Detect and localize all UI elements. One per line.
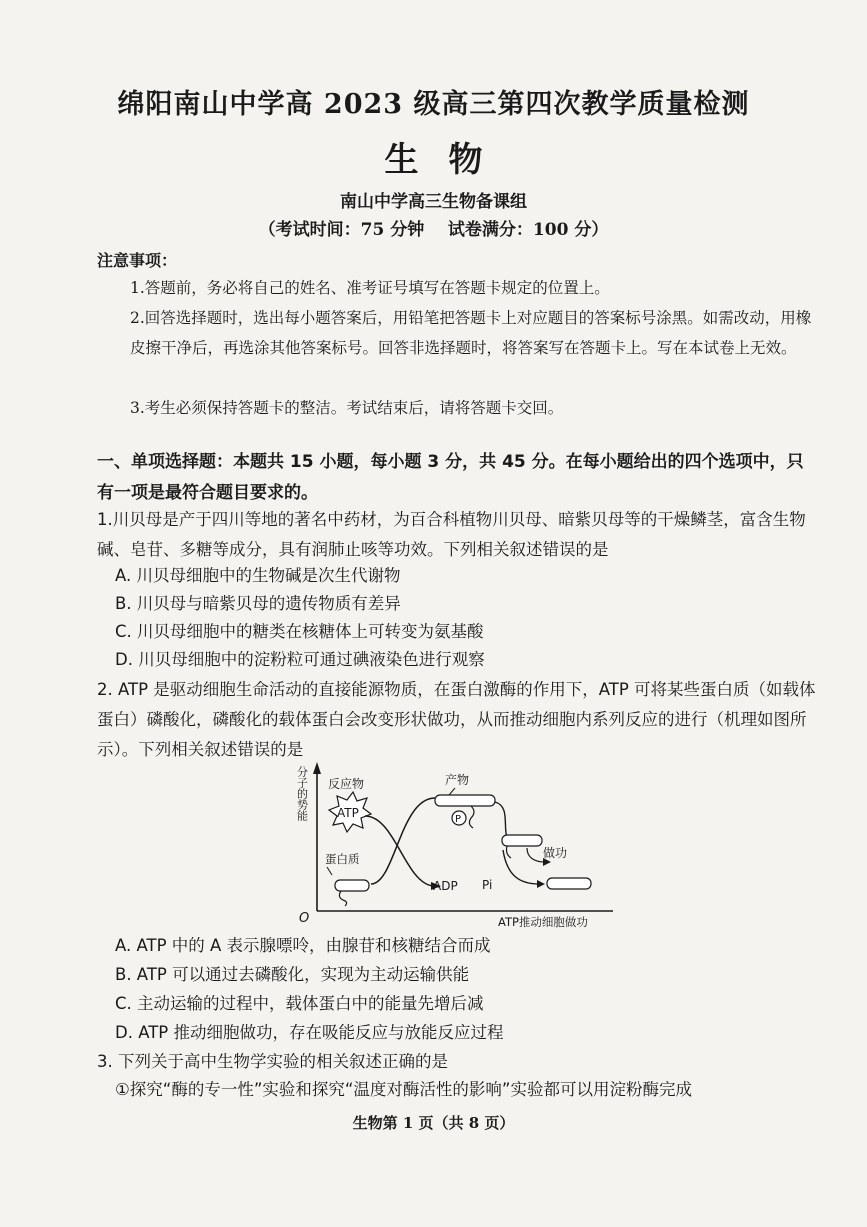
notice-item: 1.答题前，务必将自己的姓名、准考证号填写在答题卡规定的位置上。	[130, 279, 610, 297]
notice-item: 2.回答选择题时，选出每小题答案后，用铅笔把答题卡上对应题目的答案标号涂黑。如需改动，用橡皮擦干净后，再选涂其他答案标号。回答非选择题时，将答案写在答题卡上。写在本试卷上无效。	[130, 309, 812, 357]
notice-item: 3.考生必须保持答题卡的整洁。考试结束后，请将答题卡交回。	[130, 399, 564, 417]
carrier-protein-cylinder	[335, 880, 369, 891]
option-c: C. 川贝母细胞中的糖类在核糖体上可转变为氨基酸	[115, 622, 484, 641]
product-pointer	[449, 788, 455, 795]
statement-1: ①探究“酶的专一性”实验和探究“温度对酶活性的影响”实验都可以用淀粉酶完成	[115, 1080, 692, 1099]
section-heading: 一、单项选择题：本题共 15 小题，每小题 3 分，共 45 分。在每小题给出的四个选项中，只有一项是最符合题目要求的。	[97, 452, 804, 503]
question-stem: 1.川贝母是产于四川等地的著名中药材，为百合科植物川贝母、暗紫贝母等的干燥鳞茎，富含生物碱、皂苷、多糖等成分，具有润肺止咳等功效。下列相关叙述错误的是	[97, 510, 806, 559]
subject-title: 生物	[384, 140, 513, 180]
protein-label: 蛋白质	[325, 852, 360, 866]
curve-up	[371, 798, 435, 884]
phosphorylated-protein-cylinder	[435, 795, 495, 806]
protein-pointer	[327, 867, 332, 875]
phosphate-label: P	[455, 814, 462, 825]
x-axis-label: ATP推动细胞做功	[498, 915, 588, 929]
curve-to-work	[495, 802, 507, 838]
final-arrow-head	[537, 880, 545, 888]
exam-info: （考试时间：75 分钟 试卷满分：100 分）	[258, 220, 609, 240]
option-b: B. ATP 可以通过去磷酸化，实现为主动运输供能	[115, 965, 470, 984]
curve-down	[365, 816, 433, 886]
question-stem: 2. ATP 是驱动细胞生命活动的直接能源物质，在蛋白激酶的作用下，ATP 可将某些蛋白质（如载体蛋白）磷酸化，磷酸化的载体蛋白会改变形状做功，从而推动细胞内系列反应的进行（机理如图所示）。下列相关叙述错误的是	[97, 680, 816, 759]
exam-title: 绵阳南山中学高 2023 级高三第四次教学质量检测	[117, 89, 750, 120]
product-tail	[469, 806, 474, 828]
working-protein-cylinder	[502, 835, 542, 846]
prep-group: 南山中学高三生物备课组	[340, 192, 527, 212]
atp-mechanism-diagram	[295, 758, 625, 933]
option-c: C. 主动运输的过程中，载体蛋白中的能量先增后减	[115, 994, 484, 1013]
final-protein-cylinder	[547, 878, 591, 889]
atp-label: ATP	[337, 806, 359, 820]
option-b: B. 川贝母与暗紫贝母的遗传物质有差异	[115, 594, 401, 613]
adp-label: ADP	[433, 879, 458, 893]
working-protein-tail	[507, 846, 512, 858]
origin-label: O	[299, 911, 310, 926]
y-axis-label: 分子的势能	[295, 766, 309, 821]
product-label: 产物	[445, 773, 470, 787]
reactant-label: 反应物	[328, 777, 365, 791]
option-a: A. ATP 中的 A 表示腺嘌呤，由腺苷和核糖结合而成	[115, 936, 491, 955]
protein-tail	[339, 891, 346, 906]
notice-title: 注意事项：	[97, 251, 178, 270]
page-footer: 生物第 1 页（共 8 页）	[352, 1114, 515, 1132]
work-label: 做功	[543, 846, 568, 860]
pi-label: Pi	[482, 878, 493, 892]
question-stem: 3. 下列关于高中生物学实验的相关叙述正确的是	[97, 1052, 448, 1071]
option-d: D. 川贝母细胞中的淀粉粒可通过碘液染色进行观察	[115, 650, 485, 669]
y-axis-arrow	[313, 762, 321, 774]
option-d: D. ATP 推动细胞做功，存在吸能反应与放能反应过程	[115, 1023, 504, 1042]
option-a: A. 川贝母细胞中的生物碱是次生代谢物	[115, 566, 401, 585]
